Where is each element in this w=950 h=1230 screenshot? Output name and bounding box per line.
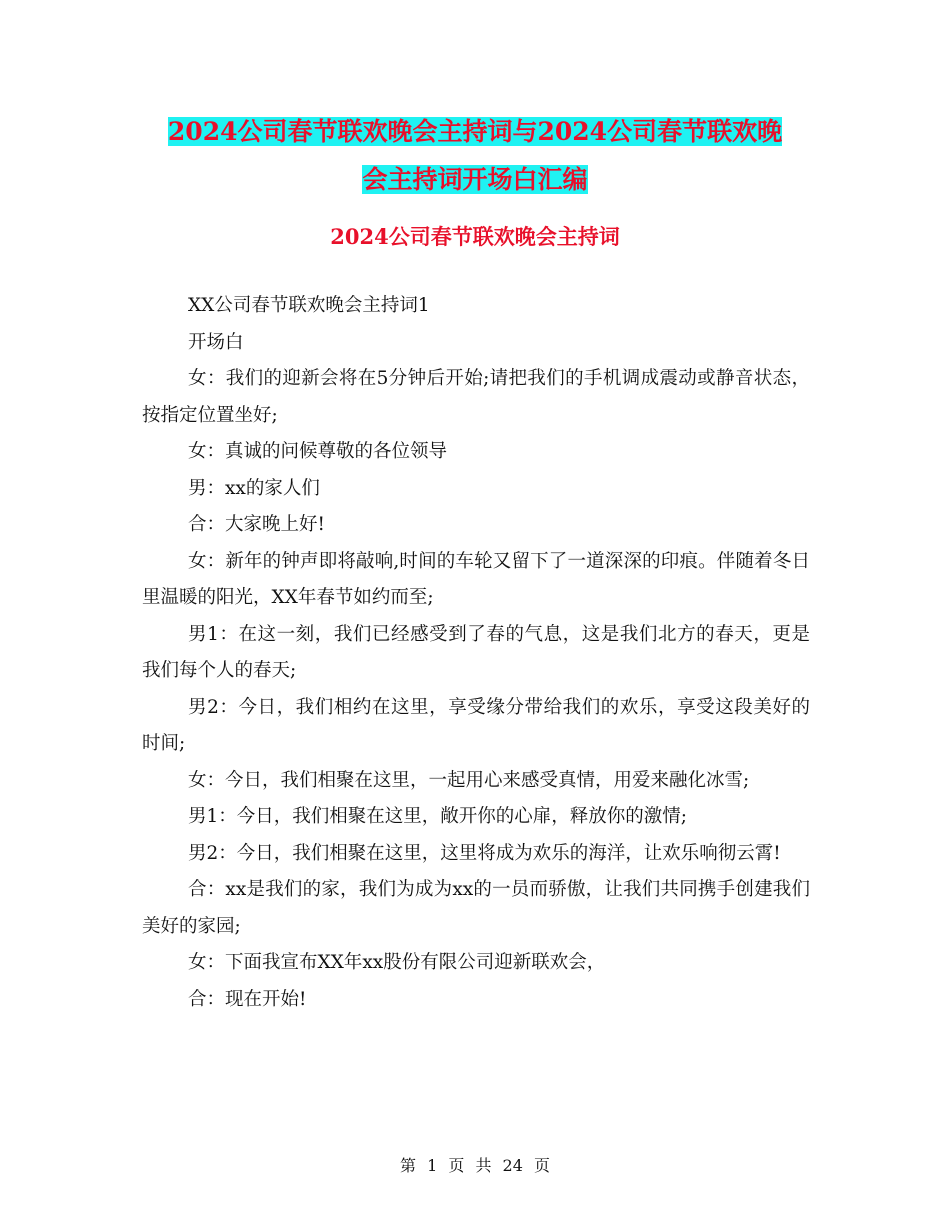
paragraph: 女：我们的迎新会将在5分钟后开始;请把我们的手机调成震动或静音状态，按指定位置坐好; <box>142 368 810 426</box>
paragraph: 男1：在这一刻，我们已经感受到了春的气息，这是我们北方的春天，更是我们每个人的春天; <box>142 623 810 681</box>
paragraph: 女：今日，我们相聚在这里，一起用心来感受真情，用爱来融化冰雪; <box>188 769 750 791</box>
paragraph: 合：大家晚上好! <box>188 514 325 535</box>
paragraph: 女：新年的钟声即将敲响,时间的车轮又留下了一道深深的印痕。伴随着冬日里温暖的阳光，XX年春节如约而至; <box>142 550 810 608</box>
paragraph: 女：真诚的问候尊敬的各位领导 <box>188 441 448 462</box>
document-title-line-2: 会主持词开场白汇编 <box>362 165 588 194</box>
page-number-footer: 第 1 页 共 24 页 <box>400 1156 550 1175</box>
paragraph: 合：xx是我们的家，我们为成为xx的一员而骄傲，让我们共同携手创建我们美好的家园; <box>142 879 810 937</box>
paragraph: 男2：今日，我们相约在这里，享受缘分带给我们的欢乐，享受这段美好的时间; <box>142 696 810 754</box>
paragraph: XX公司春节联欢晚会主持词1 <box>188 295 430 316</box>
paragraph: 男1：今日，我们相聚在这里，敞开你的心扉，释放你的激情; <box>188 806 688 827</box>
document-title <box>140 108 810 204</box>
document-body <box>142 288 810 1018</box>
paragraph: 女：下面我宣布XX年xx股份有限公司迎新联欢会， <box>188 952 606 973</box>
paragraph: 男2：今日，我们相聚在这里，这里将成为欢乐的海洋，让欢乐响彻云霄! <box>188 842 781 864</box>
paragraph: 合：现在开始! <box>188 988 307 1010</box>
paragraph: 男：xx的家人们 <box>188 477 320 499</box>
document-title-line-1: 2024公司春节联欢晚会主持词与2024公司春节联欢晚 <box>167 117 783 146</box>
section-title: 2024公司春节联欢晚会主持词 <box>330 224 620 249</box>
paragraph: 开场白 <box>188 331 244 353</box>
